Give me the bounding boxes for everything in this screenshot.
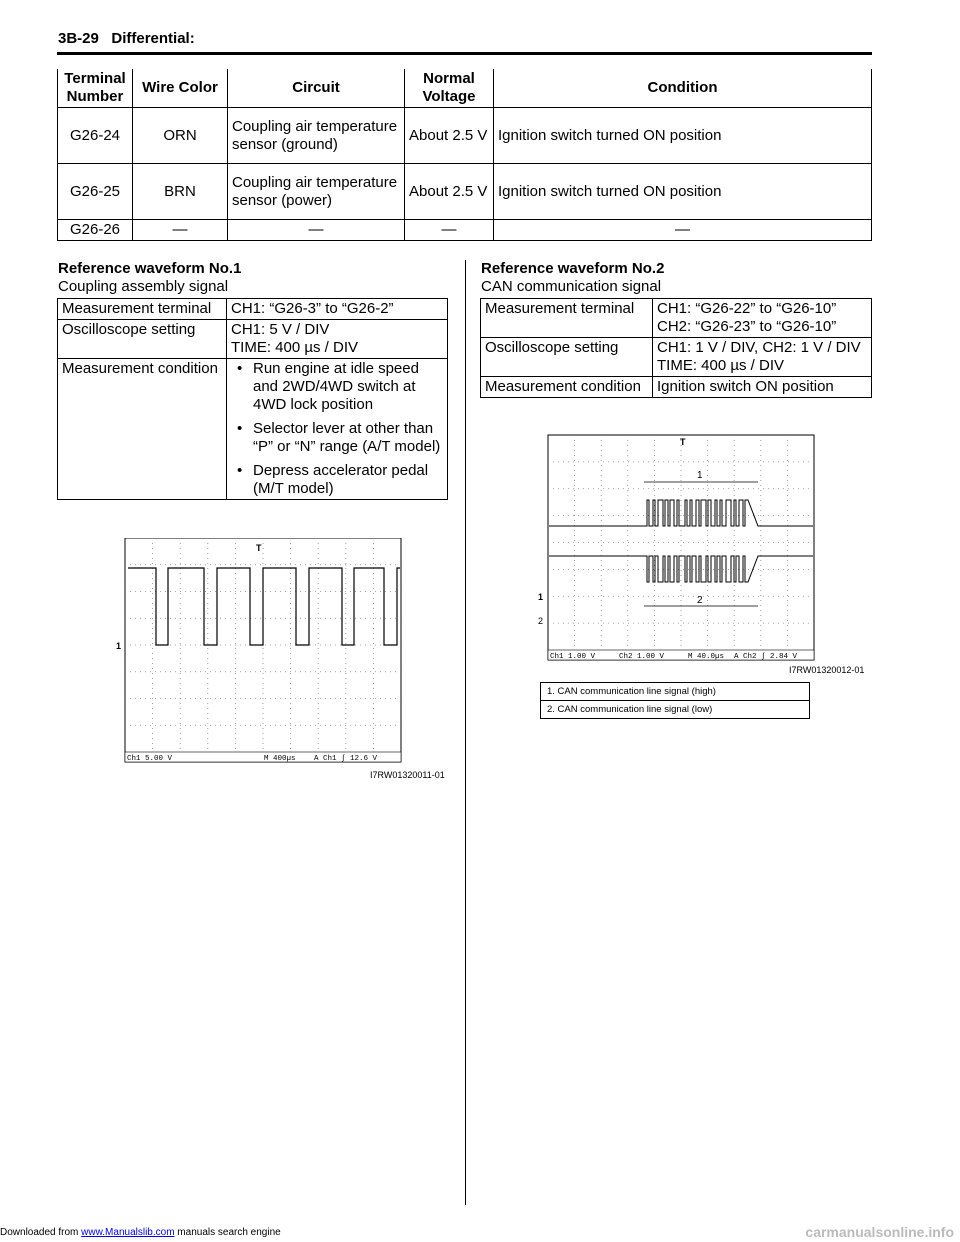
- time-base: M 400µs: [264, 755, 296, 763]
- cell: Coupling air temperature sensor (power): [228, 164, 405, 220]
- label-2: 2: [697, 595, 703, 606]
- table-row: [481, 338, 872, 377]
- cell: Measurement terminal: [58, 299, 227, 320]
- cell: —: [133, 220, 228, 241]
- scope-2-figure: [536, 434, 816, 664]
- ref1-title: Reference waveform No.1: [58, 260, 242, 277]
- ch2-marker: 2: [538, 616, 544, 626]
- table-row: [58, 220, 872, 241]
- figure-1-id: I7RW01320011-01: [370, 770, 445, 780]
- page-number: 3B-29: [58, 30, 99, 47]
- cell: Measurement condition: [58, 359, 227, 500]
- table-row: [58, 359, 448, 500]
- trigger-marker: T: [680, 437, 686, 447]
- cell: Ignition switch turned ON position: [494, 164, 872, 220]
- cell: Ignition switch ON position: [653, 377, 872, 398]
- table-row: [58, 299, 448, 320]
- cell: G26-25: [58, 164, 133, 220]
- cell: —: [228, 220, 405, 241]
- footer-download: [0, 1227, 281, 1238]
- cell: Measurement terminal: [481, 299, 653, 338]
- col-terminal: Terminal Number: [58, 69, 133, 108]
- cell-line: CH1: 1 V / DIV, CH2: 1 V / DIV: [657, 339, 861, 356]
- cell-line: CH1: 5 V / DIV: [231, 321, 330, 338]
- table-row: [481, 377, 872, 398]
- ch1-marker: 1: [538, 592, 544, 602]
- manualslib-link[interactable]: www.Manualslib.com: [81, 1227, 175, 1238]
- cell: —: [494, 220, 872, 241]
- cell: G26-26: [58, 220, 133, 241]
- section-title: Differential:: [111, 30, 195, 47]
- col-condition: Condition: [494, 69, 872, 108]
- ch2-scale: Ch2 1.00 V: [619, 653, 665, 661]
- ref1-table: [57, 298, 448, 500]
- trigger-setting: A Ch1 ∫ 12.6 V: [314, 755, 378, 763]
- scope-2-frame: [548, 435, 814, 660]
- ch1-scale: Ch1 5.00 V: [127, 755, 173, 763]
- cell-line: CH1: “G26-22” to “G26-10”: [657, 300, 837, 317]
- col-circuit: Circuit: [228, 69, 405, 108]
- cell: —: [405, 220, 494, 241]
- ref1-subtitle: Coupling assembly signal: [58, 278, 229, 295]
- cell: [227, 359, 448, 500]
- legend-table: [540, 682, 810, 719]
- cell: CH1: “G26-3” to “G26-2”: [227, 299, 448, 320]
- cell: [653, 338, 872, 377]
- ref2-subtitle: CAN communication signal: [481, 278, 662, 295]
- cell: [227, 320, 448, 359]
- label-1: 1: [697, 470, 703, 481]
- cell: Oscilloscope setting: [58, 320, 227, 359]
- list-item: • Run engine at idle speed and 2WD/4WD switch at 4WD lock position: [231, 360, 443, 414]
- list-item: • Depress accelerator pedal (M/T model): [231, 462, 443, 498]
- table-row: [541, 683, 810, 701]
- page-header: [58, 30, 195, 47]
- cell-line: CH2: “G26-23” to “G26-10”: [657, 318, 837, 335]
- ref2-table: [480, 298, 872, 398]
- cell-line: TIME: 400 µs / DIV: [231, 339, 359, 356]
- condition-list: [231, 360, 443, 498]
- cell: Oscilloscope setting: [481, 338, 653, 377]
- legend-item: 1. CAN communication line signal (high): [541, 683, 810, 701]
- ch1-marker: 1: [116, 641, 122, 651]
- table-row: [58, 108, 872, 164]
- cell: BRN: [133, 164, 228, 220]
- ref2-title: Reference waveform No.2: [481, 260, 665, 277]
- cell: Coupling air temperature sensor (ground): [228, 108, 405, 164]
- trigger-setting: A Ch2 ∫ 2.84 V: [734, 653, 798, 661]
- cell: Ignition switch turned ON position: [494, 108, 872, 164]
- ch1-scale: Ch1 1.00 V: [550, 653, 596, 661]
- footer-prefix: Downloaded from: [0, 1227, 82, 1238]
- table-row: [481, 299, 872, 338]
- table-row: [58, 164, 872, 220]
- cell: ORN: [133, 108, 228, 164]
- cell: About 2.5 V: [405, 108, 494, 164]
- table-header-row: [58, 69, 872, 108]
- cell: Measurement condition: [481, 377, 653, 398]
- table-row: [58, 320, 448, 359]
- terminal-table: [57, 69, 872, 241]
- table-row: [541, 701, 810, 719]
- column-divider: [465, 260, 466, 1205]
- watermark: carmanualsonline.info: [805, 1224, 954, 1240]
- list-item: • Selector lever at other than “P” or “N” range (A/T model): [231, 420, 443, 456]
- figure-2-id: I7RW01320012-01: [789, 665, 865, 675]
- cell: About 2.5 V: [405, 164, 494, 220]
- footer-suffix: manuals search engine: [174, 1227, 281, 1238]
- header-rule: [57, 52, 872, 55]
- legend-item: 2. CAN communication line signal (low): [541, 701, 810, 719]
- cell: [653, 299, 872, 338]
- trigger-marker: T: [256, 543, 262, 553]
- time-base: M 40.0µs: [688, 653, 725, 661]
- col-wire-color: Wire Color: [133, 69, 228, 108]
- cell: G26-24: [58, 108, 133, 164]
- col-voltage: Normal Voltage: [405, 69, 494, 108]
- scope-1-figure: [116, 538, 416, 768]
- cell-line: TIME: 400 µs / DIV: [657, 357, 785, 374]
